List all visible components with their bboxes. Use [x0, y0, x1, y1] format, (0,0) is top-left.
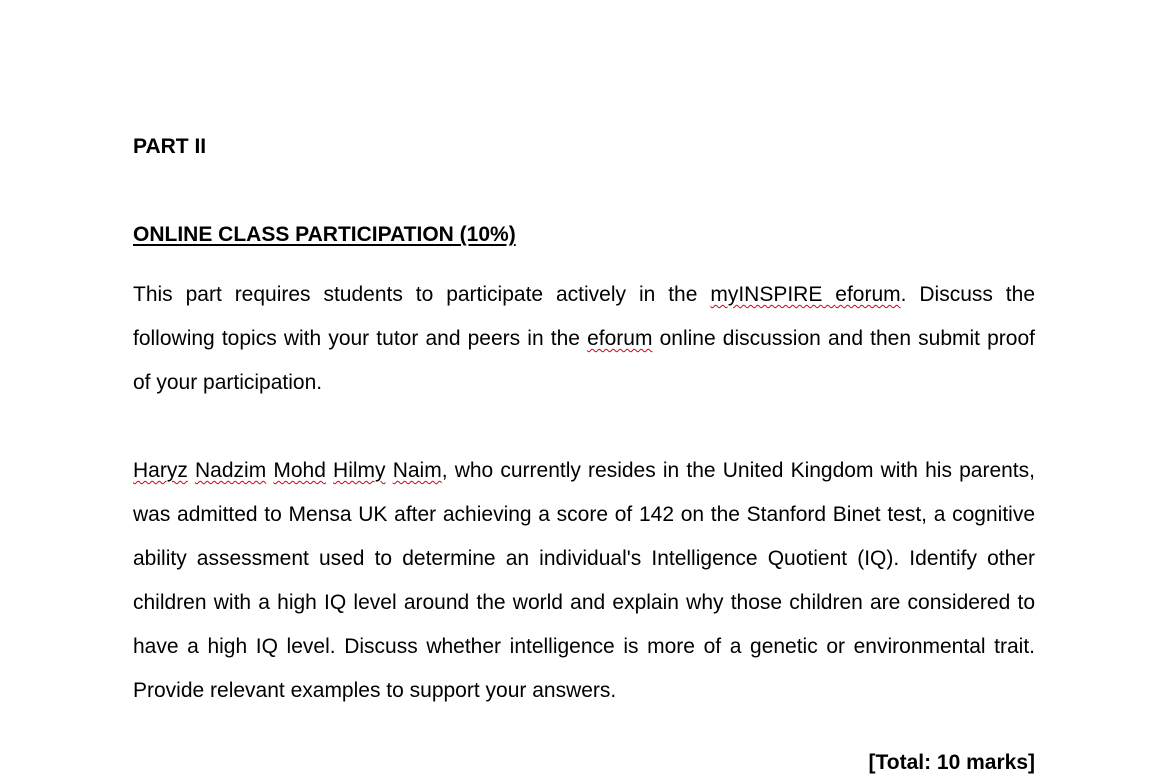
spellcheck-word: eforum: [587, 327, 653, 350]
text-segment: [386, 459, 393, 482]
text-segment: [822, 283, 835, 306]
spellcheck-word: eforum: [835, 283, 901, 306]
spellcheck-word: Hilmy: [333, 459, 386, 482]
text-segment: [188, 459, 195, 482]
text-segment: online discussion and then submit proof of your participation.: [133, 327, 1035, 394]
total-marks: [Total: 10 marks]: [868, 751, 1035, 774]
part-title: PART II: [133, 135, 207, 158]
spellcheck-word: myINSPIRE: [710, 283, 823, 306]
spellcheck-word: Haryz: [133, 459, 188, 482]
spellcheck-word: Naim: [392, 459, 442, 482]
spellcheck-word: Nadzim: [195, 459, 267, 482]
topic-paragraph: [133, 449, 1035, 713]
spellcheck-word: Mohd: [273, 459, 326, 482]
text-segment: This part requires students to participate actively in the: [133, 283, 711, 306]
text-segment: , who currently resides in the United Kingdom with his parents, was admitted to Mensa UK after achieving a score of 142 on the Stanford Binet test, a cognitive ability assessment used to determine an individual's Intelligence Quotient (IQ). Identify other children with a high IQ level around the world and explain why those children are considered to have a high IQ level. Discuss whether intelligence is more of a genetic or environmental trait. Provide relevant examples to support your answers.: [133, 459, 1035, 702]
instructions-paragraph: [133, 273, 1035, 405]
text-segment: [326, 459, 333, 482]
section-title: ONLINE CLASS PARTICIPATION (10%): [133, 223, 516, 246]
text-segment: . Discuss the following topics with your tutor and peers in the: [133, 283, 1035, 350]
